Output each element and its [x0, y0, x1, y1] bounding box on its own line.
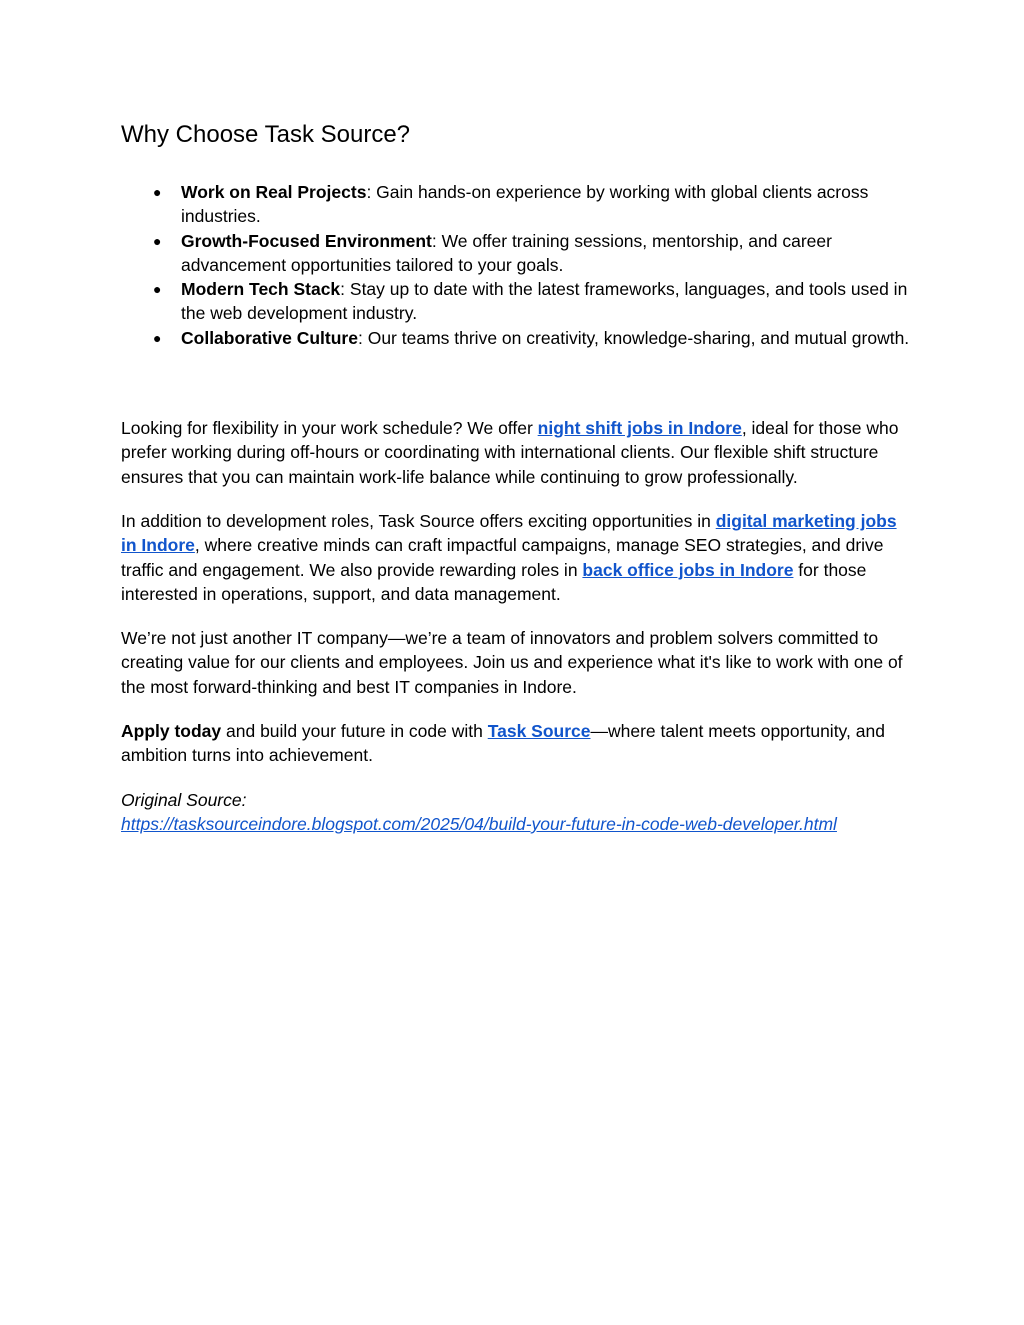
bullet-icon: ●: [153, 329, 162, 346]
list-item-text: : Our teams thrive on creativity, knowledge-sharing, and mutual growth.: [357, 327, 910, 348]
bullet-icon: ●: [153, 184, 162, 200]
flexibility-paragraph: Looking for flexibility in your work schedule? We offer night shift jobs in Indore, ideal for those who prefer working during off-hours or coordinating with international clients. Our flexible shift structure ensures that you can maintain work-life balance while continuing to grow professionally.: [121, 418, 899, 487]
source-label: Original Source:: [121, 789, 247, 810]
document-body: [121, 118, 911, 856]
source-url-link[interactable]: https://tasksourceindore.blogspot.com/2025/04/build-your-future-in-code-web-developer.html: [121, 813, 837, 834]
night-shift-jobs-link[interactable]: night shift jobs in Indore: [537, 418, 742, 439]
list-item: [121, 326, 911, 350]
task-source-link[interactable]: Task Source: [487, 721, 591, 742]
benefits-list: [121, 180, 911, 350]
list-item-text: : Stay up to date with the latest frameworks, languages, and tools used in the web development industry.: [181, 279, 908, 324]
bullet-icon: ●: [153, 232, 162, 249]
page-title: Why Choose Task Source?: [121, 121, 411, 148]
apply-today-text: Apply today: [121, 721, 222, 742]
list-item-title: Collaborative Culture: [181, 327, 358, 348]
opportunities-paragraph: In addition to development roles, Task Source offers exciting opportunities in digital marketing jobs in Indore, where creative minds can craft impactful campaigns, manage SEO strategies, and drive traffic and engagement. We also provide rewarding roles in back office jobs in Indore for those interested in operations, support, and data management.: [121, 510, 897, 604]
list-item: [121, 277, 911, 326]
list-item-text: : Gain hands-on experience by working with global clients across industries.: [181, 182, 869, 227]
about-paragraph: We’re not just another IT company—we’re a team of innovators and problem solvers committed to creating value for our clients and employees. Join us and experience what it's like to work with one of the most forward-thinking and best IT companies in Indore.: [121, 628, 903, 697]
back-office-jobs-link[interactable]: back office jobs in Indore: [582, 559, 794, 580]
list-item: [121, 229, 911, 278]
list-item-title: Work on Real Projects: [181, 182, 367, 202]
list-item-title: Growth-Focused Environment: [181, 230, 432, 251]
list-item-text: : We offer training sessions, mentorship, and career advancement opportunities tailored to your goals.: [181, 230, 832, 275]
list-item-title: Modern Tech Stack: [181, 279, 341, 300]
apply-paragraph: Apply today and build your future in code with Task Source—where talent meets opportunity, and ambition turns into achievement.: [121, 721, 885, 766]
spacer: [121, 350, 911, 416]
source-paragraph: [121, 788, 911, 837]
digital-marketing-jobs-link[interactable]: digital marketing jobs in Indore: [121, 510, 897, 556]
list-item: [121, 180, 911, 229]
bullet-icon: ●: [153, 281, 162, 298]
